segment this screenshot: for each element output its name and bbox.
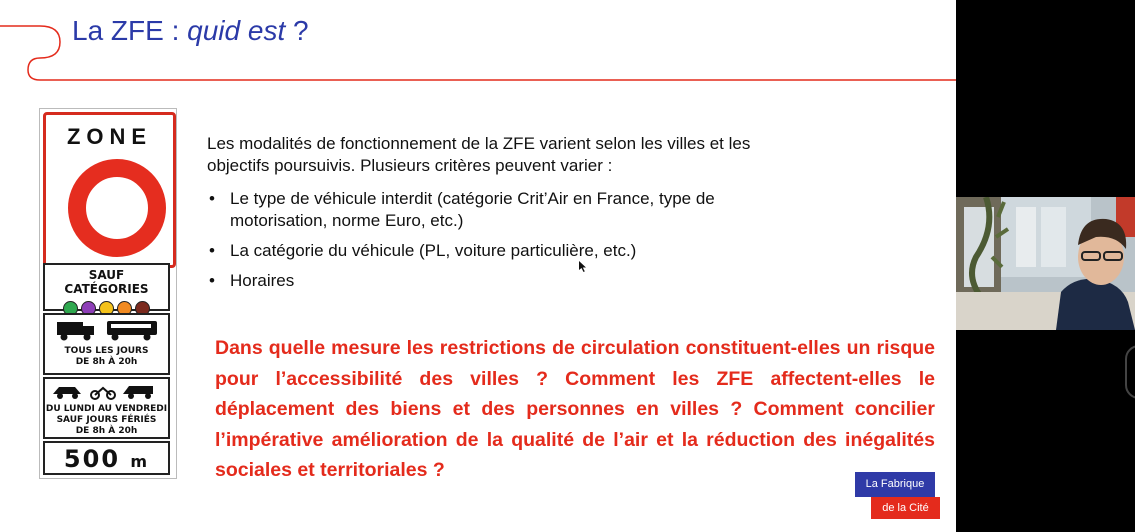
cars-motorbikes-panel <box>43 377 170 439</box>
zone-label: ZONE <box>66 124 153 149</box>
truck-bus-icon <box>49 318 164 342</box>
research-question: Dans quelle mesure les restrictions de circulation constituent-elles un risque pour l’accessibilité des villes ? Comment les ZFE affectent-elles le déplacement des biens et des personnes en villes ? Comment concilier l’impérative amélioration de la qualité de l’air et la réduction des inégalités sociales et territoriales ? <box>215 337 935 481</box>
mouse-cursor-icon <box>579 261 587 272</box>
webcam-video-feed <box>956 197 1135 330</box>
list-item: • Le type de véhicule interdit (catégorie Crit’Air en France, type de motorisation, norme Euro, etc.) <box>207 188 807 232</box>
trucks-buses-panel <box>43 313 170 375</box>
distance-panel <box>43 441 170 475</box>
weekday-line2: SAUF JOURS FÉRIÉS <box>56 415 157 425</box>
all-days-line2: DE 8h À 20h <box>75 357 138 367</box>
presenter-video-image <box>956 197 1135 330</box>
weekday-line1: DU LUNDI AU VENDREDI <box>45 404 168 414</box>
slide-title <box>72 15 309 47</box>
title-italic: quid est <box>187 15 286 46</box>
distance-text <box>45 443 168 478</box>
brand-logo-line2: de la Cité <box>871 497 940 519</box>
distance-value: 500 <box>63 445 121 473</box>
side-control-ring <box>1125 345 1135 399</box>
sauf-categories-panel <box>43 263 170 311</box>
distance-unit: m <box>130 452 150 471</box>
title-suffix: ? <box>285 15 309 46</box>
no-entry-ring-icon <box>68 159 166 257</box>
all-days-line1: TOUS LES JOURS <box>64 346 149 356</box>
sauf-categories-label: SAUF CATÉGORIES <box>64 268 149 296</box>
criteria-list <box>207 188 807 300</box>
list-item: • Horaires <box>207 270 807 292</box>
title-prefix: La ZFE : <box>72 15 188 46</box>
car-motorbike-van-icon <box>49 382 164 400</box>
weekday-line3: DE 8h À 20h <box>75 426 138 436</box>
zfe-road-sign <box>39 108 177 479</box>
zone-sign-top <box>43 112 176 268</box>
list-item: • La catégorie du véhicule (PL, voiture particulière, etc.) <box>207 240 807 262</box>
brand-logo-line1: La Fabrique <box>855 472 935 497</box>
intro-paragraph: Les modalités de fonctionnement de la ZFE varient selon les villes et les objectifs poursuivis. Plusieurs critères peuvent varier : <box>207 134 751 175</box>
